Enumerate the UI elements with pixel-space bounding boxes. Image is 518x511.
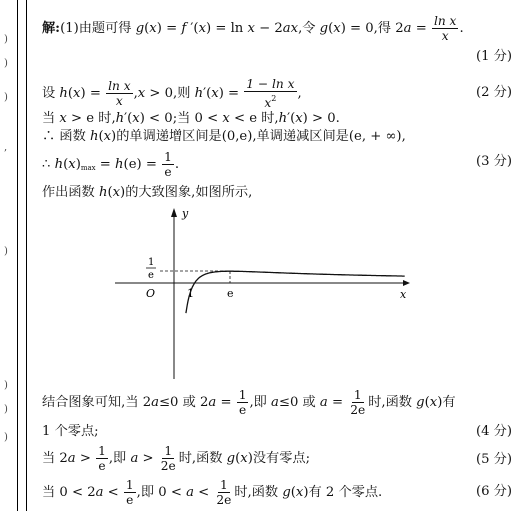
fraction-denominator bbox=[262, 92, 278, 110]
text: )有 bbox=[437, 395, 456, 410]
text: < e 时, bbox=[229, 111, 279, 126]
math-var: x bbox=[137, 86, 146, 101]
text: ) bbox=[75, 157, 81, 172]
math-var: g bbox=[416, 395, 425, 410]
text: > bbox=[138, 451, 158, 466]
fraction-numerator: ln x bbox=[433, 14, 457, 28]
math-var: a bbox=[186, 485, 194, 500]
text: )没有零点; bbox=[247, 451, 311, 466]
text: 时,函数 bbox=[178, 451, 227, 466]
math-var: x bbox=[429, 395, 438, 410]
fraction-denominator: 2e bbox=[216, 493, 232, 507]
math-var: x bbox=[73, 86, 81, 101]
fraction-denominator: 2e bbox=[160, 459, 176, 473]
math-var: a bbox=[151, 395, 159, 410]
text: ( bbox=[290, 485, 296, 500]
text: > e 时, bbox=[66, 111, 116, 126]
text: ) > 0. bbox=[302, 111, 340, 126]
function-graph bbox=[110, 203, 410, 379]
score-marker: (4 分) bbox=[475, 424, 512, 439]
math-var: g bbox=[226, 451, 236, 466]
math-var: f bbox=[181, 21, 187, 36]
text: ≤0 或 2 bbox=[158, 395, 209, 410]
math-var: a bbox=[130, 451, 139, 466]
text: ,即 0 < bbox=[136, 485, 187, 500]
fraction bbox=[96, 444, 108, 473]
math-var: x bbox=[211, 86, 219, 101]
text: 作出函数 bbox=[42, 185, 99, 200]
math-var: x bbox=[264, 96, 272, 110]
text: 1 个零点; bbox=[42, 424, 99, 439]
fraction bbox=[237, 388, 249, 417]
left-border-line bbox=[17, 0, 18, 511]
text: 当 0 < 2 bbox=[42, 485, 96, 500]
y-axis-label: y bbox=[182, 207, 189, 220]
text: ′( bbox=[203, 86, 212, 101]
math-var: a bbox=[95, 485, 104, 500]
math-var: x bbox=[112, 185, 121, 200]
text: ( bbox=[67, 86, 74, 101]
text: ′( bbox=[186, 21, 199, 36]
text: )有 2 个零点. bbox=[303, 485, 383, 500]
text: 结合图象可知,当 2 bbox=[42, 395, 152, 410]
text: > 0,则 bbox=[145, 86, 195, 101]
fraction bbox=[162, 150, 174, 179]
score-marker: (6 分) bbox=[475, 484, 512, 499]
text: ) = ln bbox=[206, 21, 248, 36]
text: ) = bbox=[156, 21, 182, 36]
text: , bbox=[297, 86, 302, 101]
text: ,即 bbox=[108, 451, 131, 466]
fraction bbox=[159, 444, 178, 473]
margin-mark: ) bbox=[4, 246, 8, 257]
solution-line-8 bbox=[42, 424, 512, 440]
text: . bbox=[174, 157, 180, 172]
text: ) = 0,得 2 bbox=[340, 21, 404, 36]
left-border-line-inner bbox=[26, 0, 27, 511]
text: ′( bbox=[124, 111, 133, 126]
margin-mark: ) bbox=[4, 34, 8, 45]
math-var: x bbox=[68, 157, 76, 172]
math-var: a bbox=[319, 395, 328, 410]
text: 当 bbox=[42, 111, 60, 126]
fraction-numerator: 1 bbox=[164, 444, 173, 458]
x-tick-label-one: 1 bbox=[187, 287, 194, 300]
solution-line-2 bbox=[42, 77, 512, 110]
text: )的大致图象,如图所示, bbox=[120, 185, 253, 200]
solution-line-10 bbox=[42, 478, 512, 507]
math-var: x bbox=[198, 21, 206, 36]
text: ( bbox=[144, 21, 150, 36]
text: ( bbox=[424, 395, 430, 410]
text: , bbox=[133, 86, 138, 101]
fraction-numerator: ln x bbox=[108, 79, 131, 93]
text: < bbox=[193, 485, 214, 500]
fraction bbox=[214, 478, 233, 507]
solution-line-4 bbox=[42, 129, 512, 145]
math-var: x bbox=[59, 111, 67, 126]
fraction-denominator: e bbox=[126, 493, 134, 507]
text: = bbox=[216, 395, 236, 410]
x-axis-label: x bbox=[400, 288, 407, 301]
y-axis-arrow bbox=[171, 208, 177, 217]
solution-line-1 bbox=[42, 14, 512, 43]
math-var: x bbox=[295, 485, 304, 500]
fraction-denominator: x bbox=[115, 94, 123, 108]
text: = bbox=[327, 395, 348, 410]
text: )的单调递增区间是(0,e),单调递减区间是(e, + ∞), bbox=[111, 129, 406, 144]
math-var: a bbox=[208, 395, 217, 410]
text: ) = bbox=[80, 86, 106, 101]
math-var: x bbox=[247, 21, 255, 36]
solution-line-3 bbox=[42, 111, 512, 127]
score-marker: (5 分) bbox=[475, 452, 512, 467]
fraction bbox=[244, 77, 296, 110]
math-var: h bbox=[89, 129, 99, 144]
solution-line-9 bbox=[42, 444, 512, 473]
text: = bbox=[411, 21, 431, 36]
fraction-denominator: e bbox=[238, 403, 247, 417]
math-var: h bbox=[98, 185, 108, 200]
text: ′( bbox=[287, 111, 296, 126]
text: ( bbox=[107, 185, 113, 200]
math-var: x bbox=[240, 451, 248, 466]
fraction-denominator: e bbox=[98, 459, 106, 473]
text: ( bbox=[98, 129, 104, 144]
x-axis-arrow bbox=[403, 280, 410, 286]
fraction-numerator: 1 bbox=[164, 150, 172, 164]
math-var: x bbox=[132, 111, 140, 126]
math-var: x bbox=[333, 21, 341, 36]
margin-mark: ) bbox=[4, 92, 8, 103]
solution-label: 解: bbox=[42, 21, 61, 36]
math-var: x bbox=[222, 111, 230, 126]
text: 时,函数 bbox=[234, 485, 283, 500]
math-var: g bbox=[135, 21, 145, 36]
text: ) = bbox=[218, 86, 244, 101]
score-marker: (3 分) bbox=[475, 154, 512, 169]
text: > bbox=[75, 451, 96, 466]
text: = bbox=[95, 157, 116, 172]
superscript: 2 bbox=[271, 94, 277, 103]
origin-label: O bbox=[146, 287, 156, 300]
math-var: x bbox=[103, 129, 112, 144]
text: . bbox=[459, 21, 464, 36]
text: 时,函数 bbox=[368, 395, 417, 410]
fraction-denominator: e bbox=[164, 165, 172, 179]
score-marker: (1 分) bbox=[475, 49, 512, 64]
fraction-numerator: 1 bbox=[125, 478, 134, 492]
margin-mark: ) bbox=[4, 432, 8, 443]
fraction-numerator: 1 bbox=[353, 388, 362, 402]
margin-mark: ) bbox=[4, 58, 8, 69]
text: (e) = bbox=[123, 157, 162, 172]
margin-mark: ) bbox=[4, 404, 8, 415]
solution-line-7 bbox=[42, 388, 512, 417]
text: ∴ 函数 bbox=[42, 129, 90, 144]
text: (1)由题可得 bbox=[60, 21, 136, 36]
fraction-denominator: x bbox=[441, 29, 449, 43]
math-var: h bbox=[278, 111, 288, 126]
math-var: a bbox=[403, 21, 412, 36]
math-var: g bbox=[319, 21, 329, 36]
text: ( bbox=[328, 21, 334, 36]
math-var: a bbox=[271, 395, 279, 410]
math-var: x bbox=[295, 111, 303, 126]
math-var: h bbox=[54, 157, 64, 172]
text: 当 2 bbox=[42, 451, 68, 466]
margin-mark: , bbox=[4, 142, 8, 153]
math-var: h bbox=[59, 86, 68, 101]
fraction-denominator: 2e bbox=[350, 403, 366, 417]
y-max-numerator: 1 bbox=[148, 257, 155, 268]
fraction bbox=[432, 14, 459, 43]
text: ≤0 或 bbox=[278, 395, 320, 410]
text: < bbox=[103, 485, 123, 500]
subscript: max bbox=[80, 164, 96, 172]
x-tick-label-e: e bbox=[227, 287, 234, 300]
fraction-numerator: 1 − ln x bbox=[246, 77, 295, 91]
text: ∴ bbox=[42, 157, 55, 172]
math-var: g bbox=[282, 485, 291, 500]
text: ( bbox=[235, 451, 241, 466]
text: ,令 bbox=[298, 21, 320, 36]
fraction bbox=[124, 478, 136, 507]
text: − 2 bbox=[254, 21, 283, 36]
fraction-numerator: 1 bbox=[98, 444, 106, 458]
math-var: h bbox=[115, 111, 125, 126]
solution-line-5 bbox=[42, 150, 512, 179]
text: ) < 0;当 0 < bbox=[139, 111, 223, 126]
y-max-denominator: e bbox=[148, 270, 154, 281]
score-marker: (2 分) bbox=[475, 85, 512, 100]
margin-mark: ) bbox=[4, 380, 8, 391]
fraction-numerator: 1 bbox=[219, 478, 228, 492]
solution-line-6 bbox=[42, 185, 512, 201]
text: ,即 bbox=[249, 395, 272, 410]
fraction-numerator: 1 bbox=[238, 388, 247, 402]
text: 设 bbox=[42, 86, 60, 101]
math-var: a bbox=[67, 451, 76, 466]
text: ( bbox=[63, 157, 69, 172]
fraction bbox=[348, 388, 367, 417]
math-var: h bbox=[115, 157, 124, 172]
math-var: ax bbox=[282, 21, 299, 36]
math-var: x bbox=[149, 21, 157, 36]
math-var: h bbox=[194, 86, 204, 101]
fraction bbox=[106, 79, 133, 108]
curve-h-of-x bbox=[186, 271, 405, 313]
